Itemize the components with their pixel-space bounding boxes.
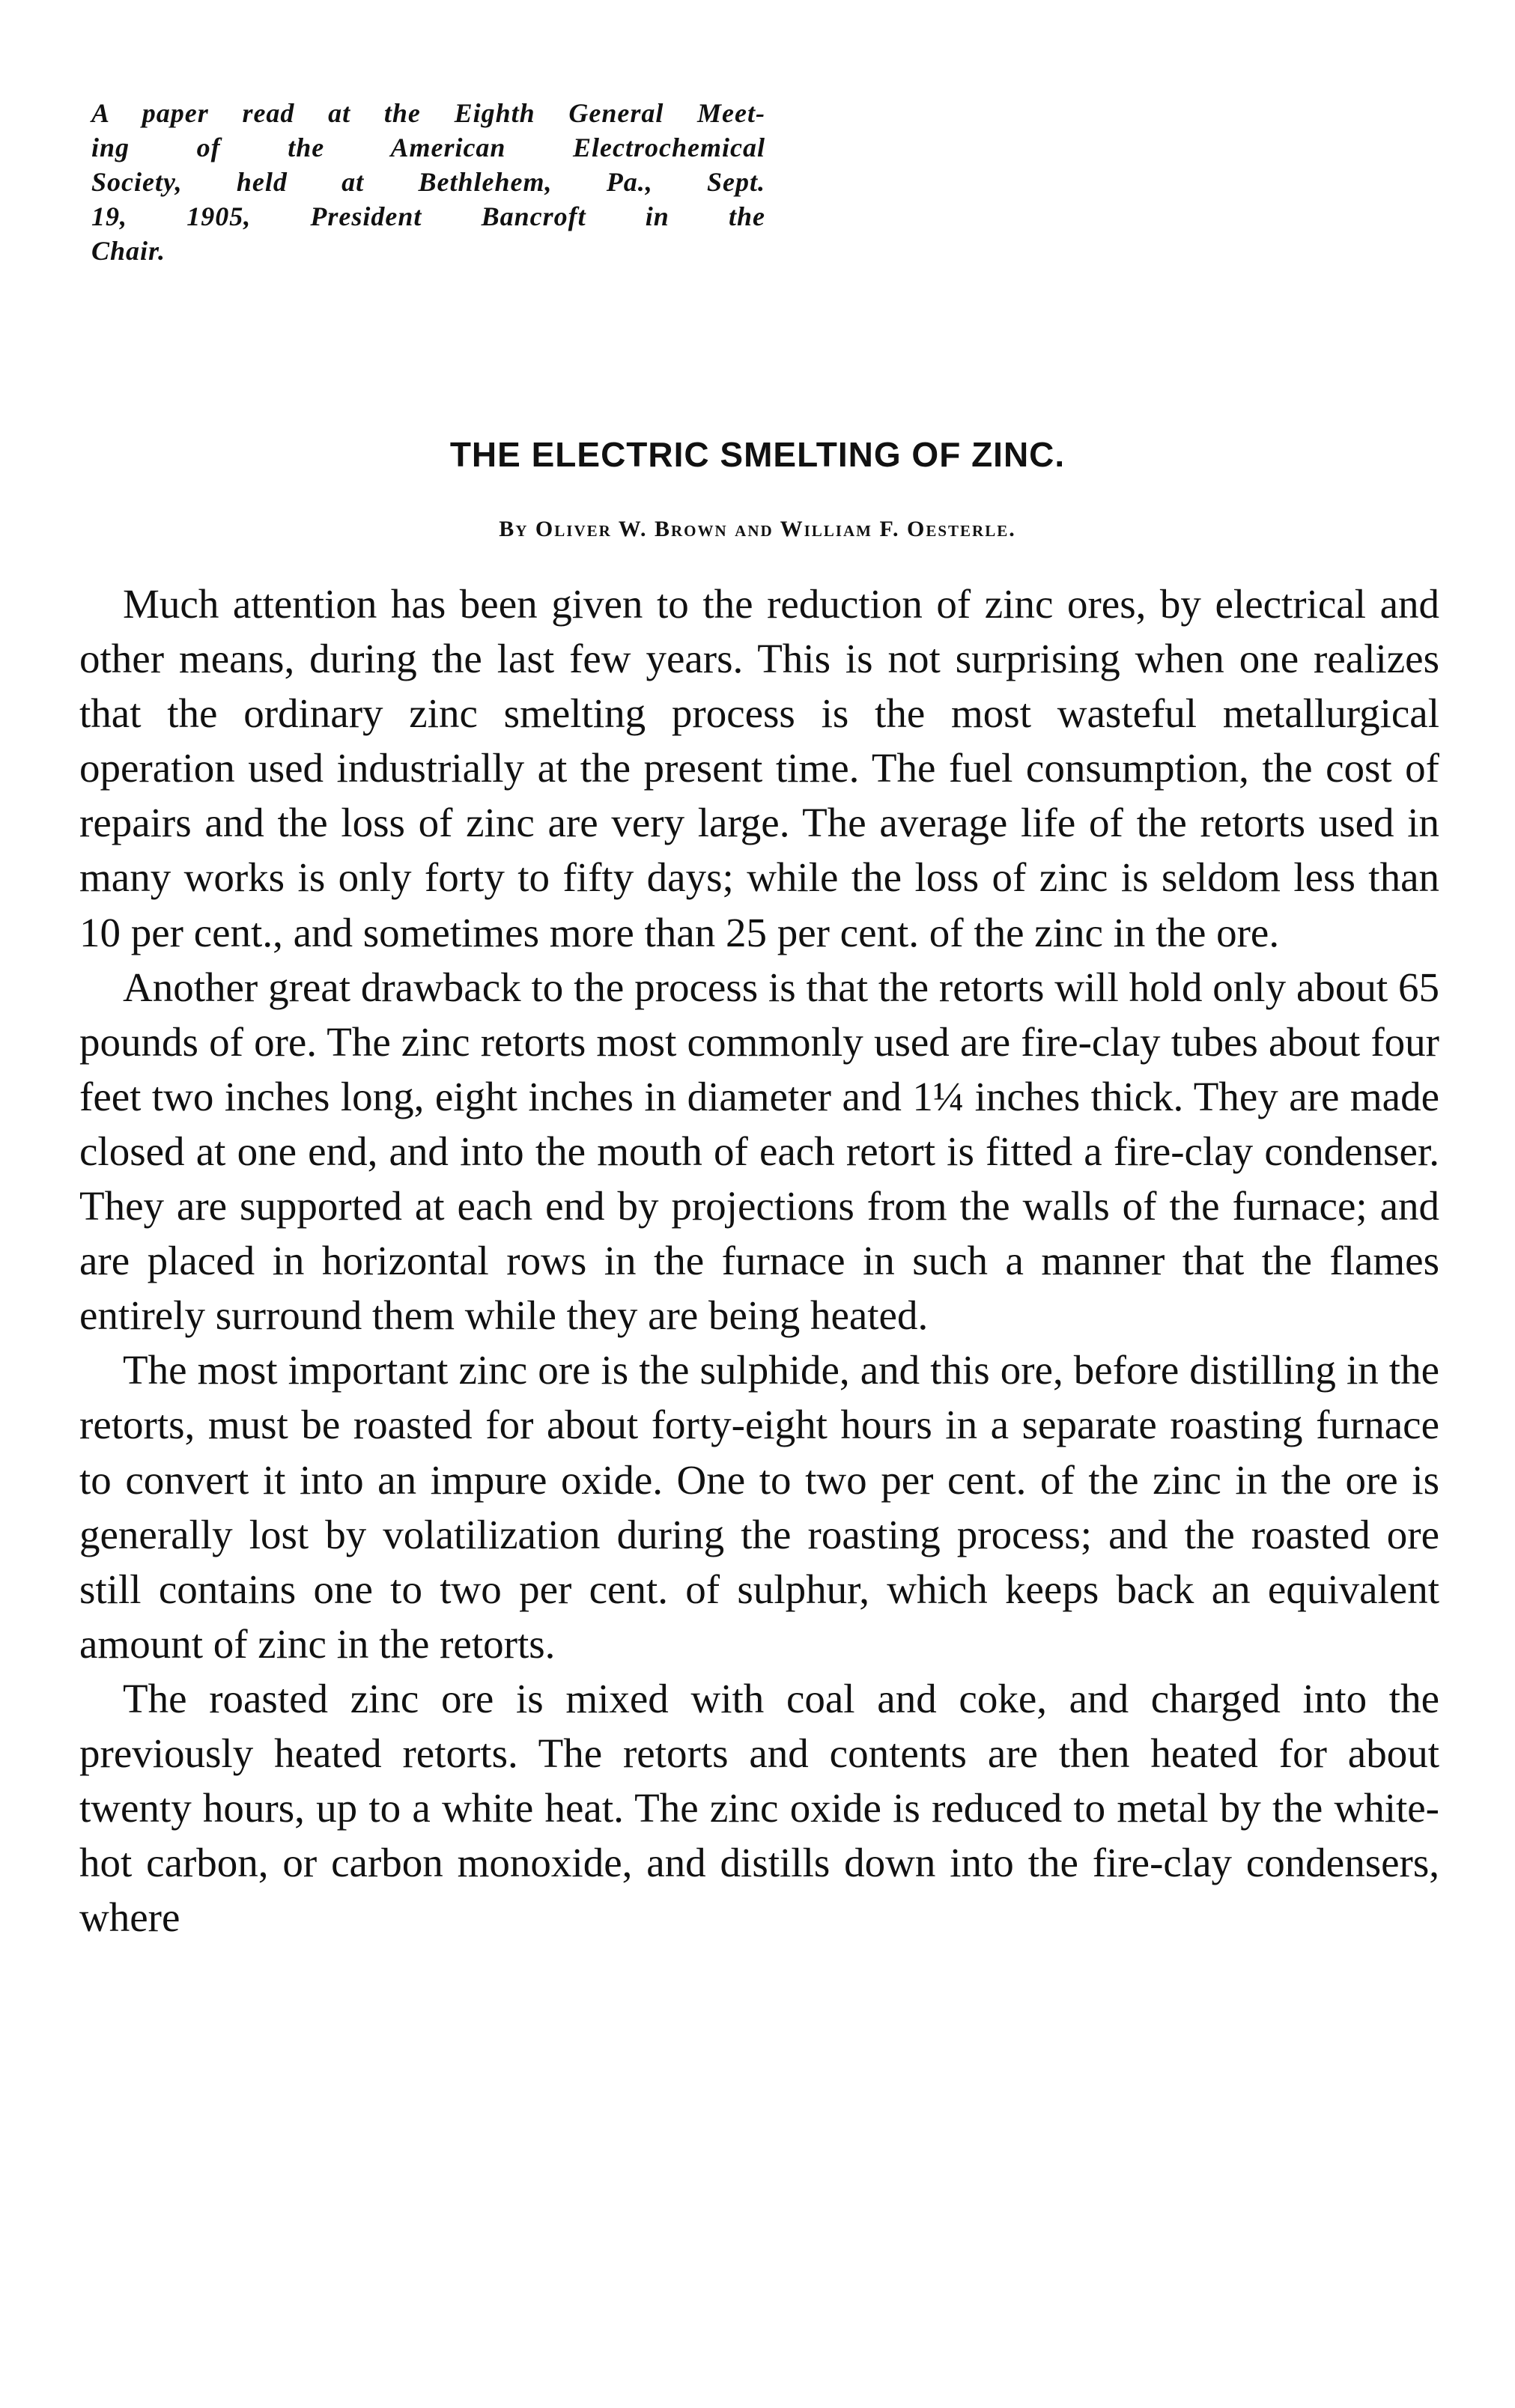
meeting-note-line: A paper read at the Eighth General Meet- [91, 98, 765, 128]
article-body [79, 577, 1439, 1945]
body-paragraph: The roasted zinc ore is mixed with coal and coke, and charged into the previously heated retorts. The retorts and contents are then heated for about twenty hours, up to a white heat. The zinc oxide is reduced to metal by the white-hot carbon, or carbon monoxide, and distills down into the fire-clay condensers, where [79, 1675, 1439, 1941]
meeting-note-line: Society, held at Bethlehem, Pa., Sept. [91, 167, 765, 197]
meeting-note [91, 96, 765, 268]
meeting-note-line: ing of the American Electrochemical [91, 133, 765, 162]
meeting-note-line: Chair. [91, 236, 166, 266]
body-paragraph: Another great drawback to the process is that the retorts will hold only about 65 pounds of ore. The zinc retorts most commonly used are fire-clay tubes about four feet two inches long, eight inches in diameter and 1¼ inches thick. They are made closed at one end, and into the mouth of each retort is fitted a fire-clay condenser. They are supported at each end by projections from the walls of the furnace; and are placed in horizontal rows in the furnace in such a manner that the flames entirely surround them while they are being heated. [79, 964, 1439, 1339]
article-title: THE ELECTRIC SMELTING OF ZINC. [449, 435, 1066, 474]
body-paragraph: Much attention has been given to the reduction of zinc ores, by electrical and other means, during the last few years. This is not surprising when one realizes that the ordinary zinc smelting process is the most wasteful metallurgical operation used industrially at the present time. The fuel consumption, the cost of repairs and the loss of zinc are very large. The average life of the retorts used in many works is only forty to fifty days; while the loss of zinc is seldom less than 10 per cent., and sometimes more than 25 per cent. of the zinc in the ore. [79, 581, 1439, 955]
meeting-note-line: 19, 1905, President Bancroft in the [91, 201, 765, 231]
article-byline: By Oliver W. Brown and William F. Oesterle. [499, 517, 1016, 541]
body-paragraph: The most important zinc ore is the sulphide, and this ore, before distilling in the retorts, must be roasted for about forty-eight hours in a separate roasting furnace to convert it into an impure oxide. One to two per cent. of the zinc in the ore is generally lost by volatilization during the roasting process; and the roasted ore still contains one to two per cent. of sulphur, which keeps back an equivalent amount of zinc in the retorts. [79, 1347, 1439, 1667]
